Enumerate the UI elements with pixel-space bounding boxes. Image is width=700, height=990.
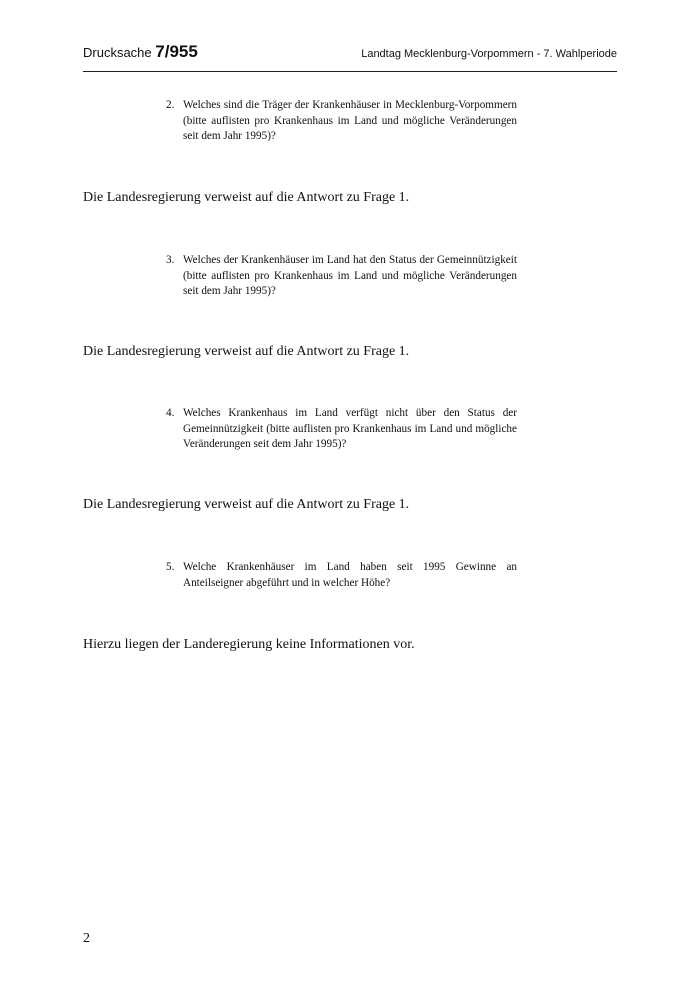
answer-text: Hierzu liegen der Landeregierung keine Informationen vor. [83,637,415,652]
document-number: 7/955 [155,42,198,61]
answer-text: Die Landesregierung verweist auf die Antwort zu Frage 1. [83,344,410,359]
document-label: Drucksache [83,45,152,60]
document-reference [83,42,198,62]
question-number: 4. [166,407,175,419]
answer-text: Die Landesregierung verweist auf die Antwort zu Frage 1. [83,190,410,205]
question-number: 2. [166,99,175,111]
question-block [166,98,517,145]
page-header [83,40,617,66]
question-text: Welche Krankenhäuser im Land haben seit 1995 Gewinne an Anteilseigner abgeführt und in welcher Höhe? [183,561,517,589]
question-number: 5. [166,561,175,573]
question-block [166,253,517,300]
question-text: Welches sind die Träger der Krankenhäuser in Mecklenburg-Vorpommern (bitte auflisten pro Krankenhaus im Land und mögliche Veränderungen seit dem Jahr 1995)? [183,99,517,142]
question-block [166,560,517,591]
question-number: 3. [166,254,175,266]
question-block [166,406,517,453]
page-number: 2 [83,931,90,946]
header-divider [83,71,617,72]
answer-text: Die Landesregierung verweist auf die Antwort zu Frage 1. [83,497,410,512]
question-text: Welches der Krankenhäuser im Land hat den Status der Gemeinnützigkeit (bitte auflisten pro Krankenhaus im Land und mögliche Veränderungen seit dem Jahr 1995)? [183,254,517,297]
institution-label: Landtag Mecklenburg-Vorpommern - 7. Wahlperiode [361,48,617,60]
question-text: Welches Krankenhaus im Land verfügt nicht über den Status der Gemeinnützigkeit (bitte auflisten pro Krankenhaus im Land und mögliche Veränderungen seit dem Jahr 1995)? [183,407,517,450]
